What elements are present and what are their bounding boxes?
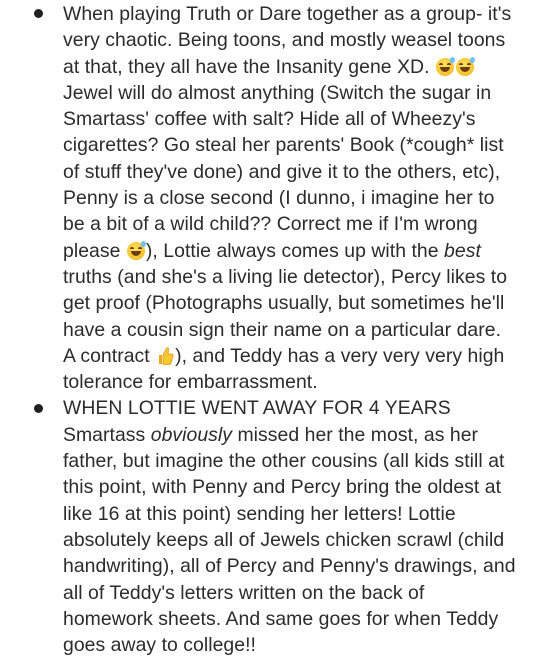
bullet-dot-icon bbox=[34, 9, 43, 18]
emphasis-text: obviously bbox=[150, 423, 233, 446]
bullet-dot-icon bbox=[34, 404, 43, 413]
text-fragment: Smartass bbox=[63, 423, 146, 446]
text-fragment: please bbox=[63, 239, 121, 262]
text-fragment: missed her the most, as her bbox=[237, 423, 479, 446]
text-line bbox=[63, 238, 516, 264]
list-item bbox=[0, 395, 540, 658]
text-line: very chaotic. Being toons, and mostly weasel toons bbox=[63, 29, 506, 52]
text-line: Smartass' coffee with salt? Hide all of Wheezy's bbox=[63, 108, 476, 131]
text-line: all of Teddy's letters written on the back of bbox=[63, 581, 425, 604]
text-fragment: at that, they all have the Insanity gene XD. bbox=[63, 55, 430, 78]
text-line: Jewel will do almost anything (Switch the sugar in bbox=[63, 81, 492, 104]
grinning-sweat-emoji-icon bbox=[436, 58, 454, 76]
text-line: tolerance for embarrassment. bbox=[63, 371, 318, 394]
text-line: homework sheets. And same goes for when Teddy bbox=[63, 607, 499, 630]
text-line: WHEN LOTTIE WENT AWAY FOR 4 YEARS bbox=[63, 397, 451, 420]
text-line: absolutely keeps all of Jewels chicken scrawl (child bbox=[63, 528, 505, 551]
thumbs-up-emoji-icon bbox=[156, 346, 174, 366]
text-line: Penny is a close second (I dunno, i imagine her to bbox=[63, 187, 495, 210]
text-line: handwriting), all of Percy and Penny's drawings, and bbox=[63, 555, 516, 578]
text-line: truths (and she's a living lie detector), Percy likes to bbox=[63, 265, 508, 288]
text-line: cigarettes? Go steal her parents' Book (*cough* list bbox=[63, 134, 504, 157]
text-fragment: ), Lottie always comes up with the bbox=[145, 239, 439, 262]
text-line: get proof (Photographs usually, but sometimes he'll bbox=[63, 292, 505, 315]
text-line bbox=[63, 422, 516, 448]
grinning-sweat-emoji-icon bbox=[456, 58, 474, 76]
grinning-sweat-emoji-icon bbox=[127, 242, 145, 260]
text-line bbox=[63, 54, 516, 80]
text-fragment: A contract bbox=[63, 344, 150, 367]
text-line: be a bit of a wild child?? Correct me if I'm wrong bbox=[63, 213, 478, 236]
text-line bbox=[63, 343, 516, 369]
text-line: this point, with Penny and Percy bring the oldest at bbox=[63, 476, 502, 499]
text-line: father, but imagine the other cousins (all kids still at bbox=[63, 450, 505, 473]
text-line: When playing Truth or Dare together as a group- it's bbox=[63, 3, 512, 25]
text-fragment: ), and Teddy has a very very very high bbox=[175, 344, 505, 367]
text-line: like 16 at this point) sending her letters! Lottie bbox=[63, 502, 456, 525]
text-line: goes away to college!! bbox=[63, 634, 256, 657]
text-line: of stuff they've done) and give it to the others, etc), bbox=[63, 160, 501, 183]
emphasis-text: best bbox=[444, 239, 481, 262]
text-line: have a cousin sign their name on a particular dare. bbox=[63, 318, 502, 341]
